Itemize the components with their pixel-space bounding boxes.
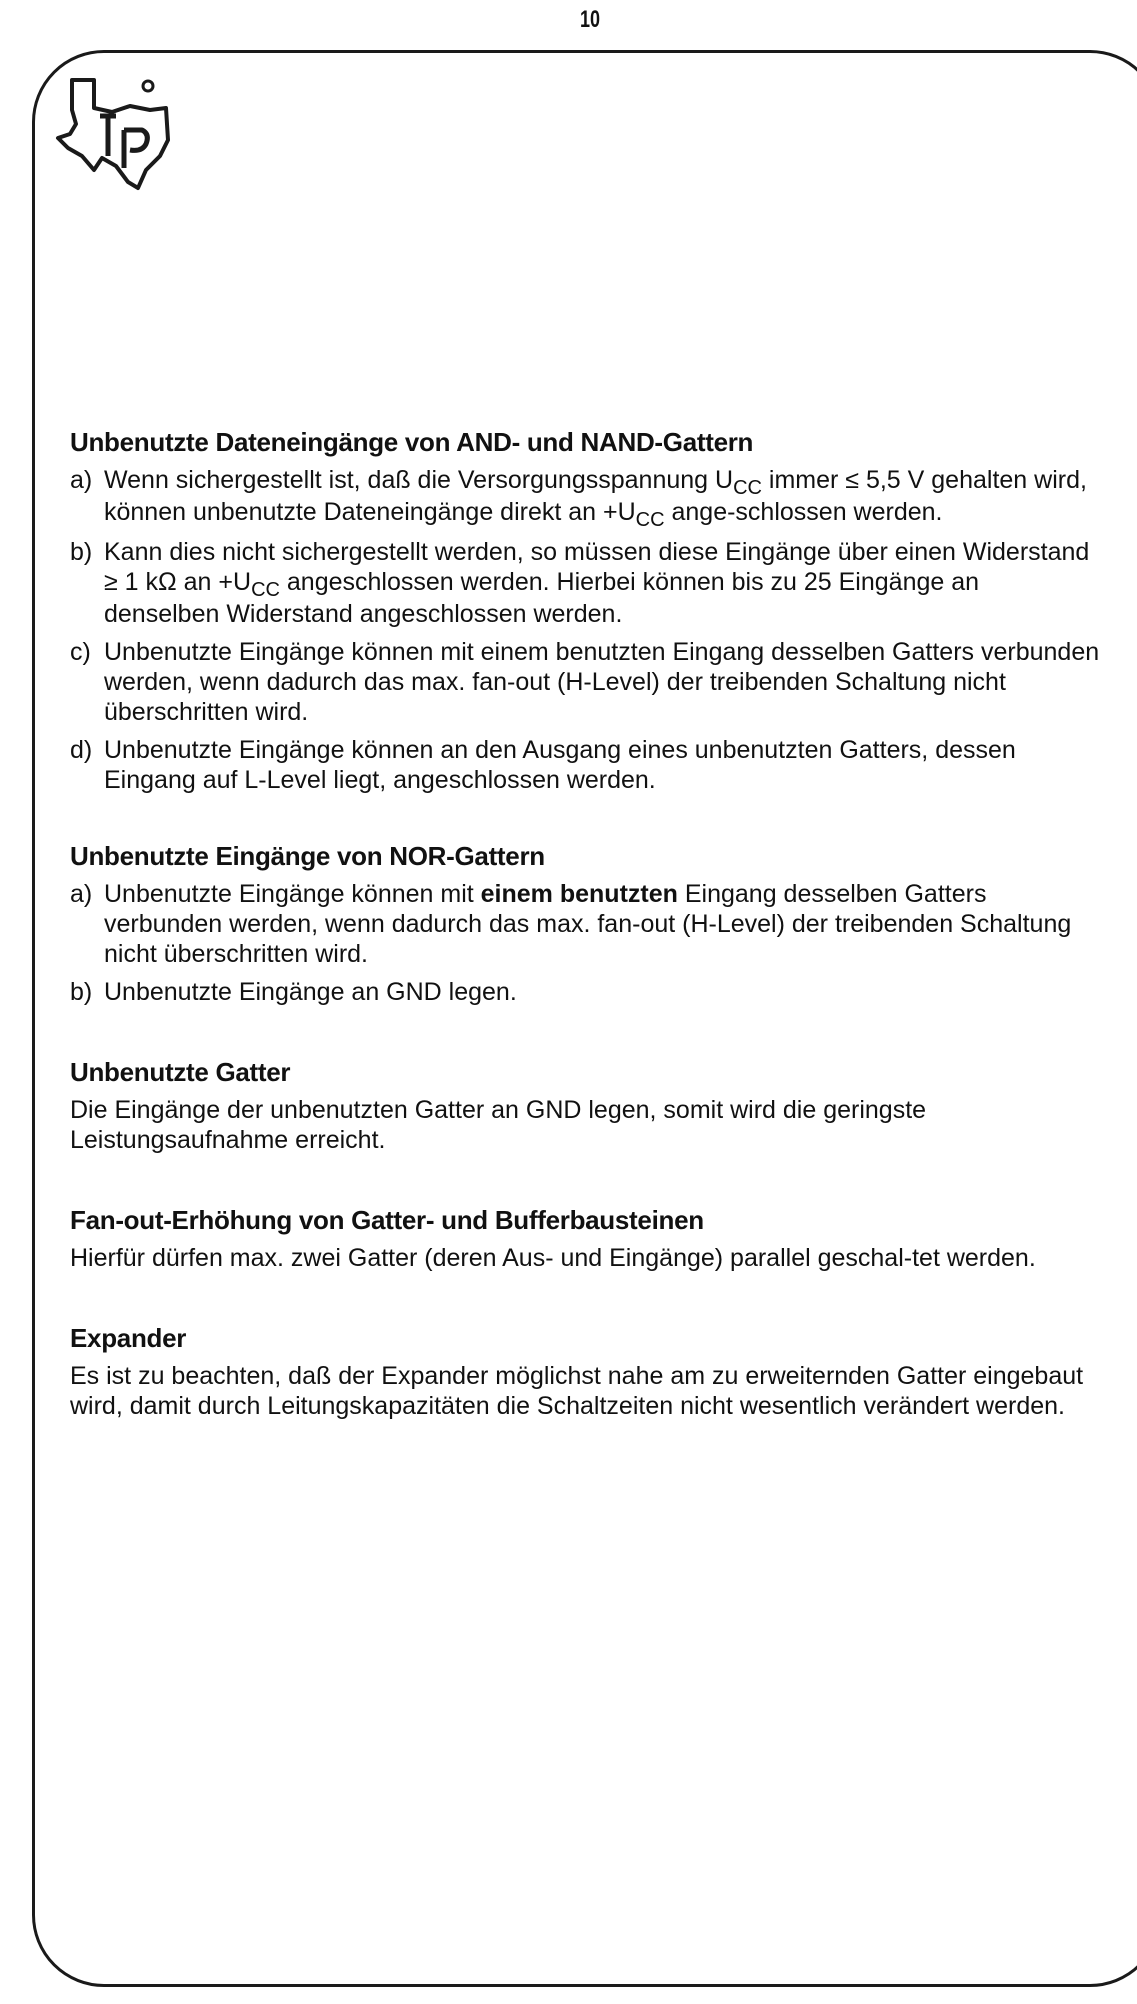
section-heading: Unbenutzte Eingänge von NOR-Gattern xyxy=(70,841,545,871)
item-text: Kann dies nicht sichergestellt werden, so müssen diese Eingänge über einen Widerstand ≥ 1 kΩ an $+U_{CC}$ angeschlossen werden. Hierbei können bis zu 25 Eingänge an denselben Widerstand angeschlossen werden. xyxy=(104,538,1090,628)
item-label: d) xyxy=(70,736,93,764)
item-label: c) xyxy=(70,638,91,666)
section-and-nand xyxy=(70,425,1100,795)
section-nor xyxy=(70,839,1100,1007)
item-label: b) xyxy=(70,978,93,1006)
list-item xyxy=(70,735,1100,795)
section-paragraph: Es ist zu beachten, daß der Expander möglichst nahe am zu erweiternden Gatter eingebaut wird, damit durch Leitungskapazitäten die Schaltzeiten nicht wesentlich verändert werden. xyxy=(70,1362,1084,1420)
section-heading: Unbenutzte Dateneingänge von AND- und NAND-Gattern xyxy=(70,427,754,457)
item-text: Wenn sichergestellt ist, daß die Versorgungsspannung $U_{CC}$ immer ≤ 5,5 V gehalten wird, können unbenutzte Dateneingänge direkt an $+U_{CC}$ ange-schlossen werden. xyxy=(104,466,1087,531)
item-text: Unbenutzte Eingänge können mit einem benutzten Eingang desselben Gatters verbunden werden, wenn dadurch das max. fan-out (H-Level) der treibenden Schaltung nicht überschritten wird. xyxy=(104,880,1072,968)
list-item xyxy=(70,637,1100,727)
section-fan-out xyxy=(70,1203,1100,1273)
section-paragraph: Die Eingänge der unbenutzten Gatter an GND legen, somit wird die geringste Leistungsaufnahme erreicht. xyxy=(70,1096,927,1154)
list-item xyxy=(70,879,1100,969)
list-item xyxy=(70,977,1100,1007)
section-heading: Unbenutzte Gatter xyxy=(70,1057,291,1087)
item-text: Unbenutzte Eingänge können mit einem benutzten Eingang desselben Gatters verbunden werden, wenn dadurch das max. fan-out (H-Level) der treibenden Schaltung nicht überschritten wird. xyxy=(104,638,1100,726)
emphasis: einem benutzten xyxy=(480,880,678,908)
document-body xyxy=(70,425,1100,1421)
section-heading: Fan-out-Erhöhung von Gatter- und Bufferbausteinen xyxy=(70,1205,704,1235)
section-paragraph: Hierfür dürfen max. zwei Gatter (deren Aus- und Eingänge) parallel geschal-tet werden. xyxy=(70,1244,1036,1272)
item-label: a) xyxy=(70,880,93,908)
texas-instruments-logo-icon xyxy=(50,60,190,200)
item-text: Unbenutzte Eingänge an GND legen. xyxy=(104,978,517,1006)
item-text: Unbenutzte Eingänge können an den Ausgang eines unbenutzten Gatters, dessen Eingang auf L-Level liegt, angeschlossen werden. xyxy=(104,736,1016,794)
section-heading: Expander xyxy=(70,1323,187,1353)
section-expander xyxy=(70,1321,1100,1421)
list-item xyxy=(70,465,1100,529)
section-unused-gates xyxy=(70,1055,1100,1155)
item-label: a) xyxy=(70,466,93,494)
item-label: b) xyxy=(70,538,93,566)
list-item xyxy=(70,537,1100,629)
page-number: 10 xyxy=(579,6,601,33)
